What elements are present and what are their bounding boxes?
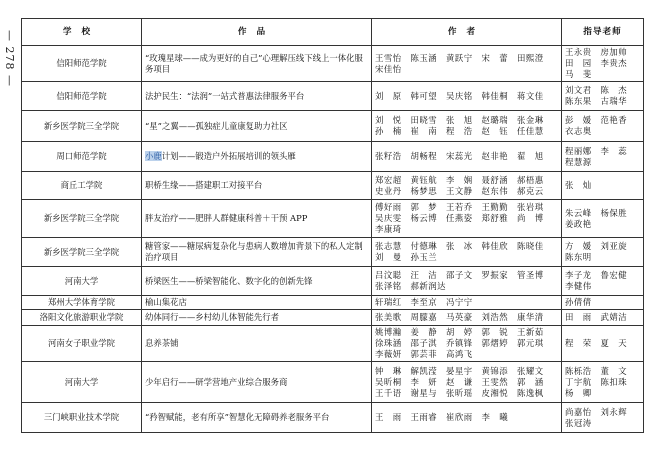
authors-cell [372, 296, 562, 310]
work-title: 计划——锻造户外拓展培训的领头雁 [161, 151, 296, 161]
teacher-line: 方 媛 刘亚旋 [565, 241, 628, 251]
teacher-line: 丁宇航 陈扣珠 [565, 376, 628, 387]
school-cell: 河南女子职业学院 [22, 326, 142, 362]
teacher-line: 刘文君 陈 杰 [565, 85, 628, 95]
teacher-line: 陈东明 [565, 252, 592, 262]
teachers-cell [562, 362, 644, 403]
teachers-cell [562, 142, 644, 172]
school-cell: 周口师范学院 [22, 142, 142, 172]
work-cell [142, 238, 372, 267]
teachers-cell [562, 296, 644, 310]
work-title: “玫瑰星球——成为更好的自己”心理解压线下线上一体化服务项目 [145, 52, 363, 74]
table-header-row [22, 19, 644, 46]
table-row [22, 82, 644, 111]
author-line: 王 雨 王雨睿 崔欣雨 李 曦 [375, 412, 509, 422]
header-teachers: 指导老师 [562, 19, 644, 46]
table-row [22, 310, 644, 326]
authors-cell [372, 172, 562, 200]
author-line: 李康琦 [375, 224, 402, 234]
school-cell: 信阳师范学院 [22, 46, 142, 82]
work-cell [142, 172, 372, 200]
author-line: 吴庆雯 杨云博 任燕姿 郑舒雅 尚 博 [375, 213, 544, 223]
author-line: 刘 曼 孙玉兰 [375, 252, 438, 262]
work-cell [142, 111, 372, 142]
school-cell: 新乡医学院三全学院 [22, 200, 142, 238]
authors-cell [372, 267, 562, 296]
work-cell [142, 46, 372, 82]
table-row [22, 238, 644, 267]
author-line: 刘 悦 田晓雪 张 旭 赵璐瑞 张金琳 [375, 115, 544, 125]
teacher-line: 王永贵 房加帅 [565, 47, 628, 57]
teachers-cell [562, 403, 644, 433]
teacher-line: 杨 卿 [565, 387, 592, 398]
school-cell: 三门峡职业技术学院 [22, 403, 142, 433]
table-row [22, 172, 644, 200]
school-cell: 洛阳文化旅游职业学院 [22, 310, 142, 326]
teachers-cell [562, 172, 644, 200]
table-row [22, 142, 644, 172]
teacher-line: 李子龙 鲁宏健 [565, 270, 628, 280]
authors-cell [372, 362, 562, 403]
award-table [21, 18, 644, 433]
teachers-cell [562, 111, 644, 142]
school-cell: 河南大学 [22, 362, 142, 403]
author-line: 张志慧 付德琳 张 冰 韩佳欣 陈晓佳 [375, 241, 544, 251]
header-authors: 作者 [372, 19, 562, 46]
work-cell [142, 142, 372, 172]
teacher-line: 孙倩倩 [565, 297, 592, 307]
work-title: 幼体同行——乡村幼儿体智能先行者 [145, 312, 279, 322]
work-title: 榆山集花店 [145, 297, 187, 307]
teacher-line: 马 斐 [565, 69, 592, 79]
authors-cell [372, 238, 562, 267]
teacher-line: 尚嘉怡 刘永辉 [565, 406, 628, 417]
teacher-line: 李健伟 [565, 281, 592, 291]
award-table-container [21, 18, 643, 433]
teacher-line: 张 灿 [565, 180, 592, 190]
teacher-line: 田 园 李贵杰 [565, 58, 628, 68]
school-cell: 郑州大学体育学院 [22, 296, 142, 310]
header-work: 作品 [142, 19, 372, 46]
authors-cell [372, 46, 562, 82]
teacher-line: 朱云峰 杨保胜 [565, 207, 628, 218]
work-cell [142, 310, 372, 326]
author-line: 李薇妍 郭芸菲 高鸿飞 [375, 349, 473, 359]
table-row [22, 46, 644, 82]
author-line: 郑宏超 黄钰航 李 娴 聂舒涵 郝梧惠 [375, 174, 544, 185]
school-cell: 新乡医学院三全学院 [22, 238, 142, 267]
work-cell [142, 82, 372, 111]
work-title: 少年启行——研学营地产业综合服务商 [145, 376, 288, 387]
author-line: 张泽铭 郝新润达 [375, 281, 446, 291]
author-line: 刘 原 韩可望 吴庆铭 韩佳桐 蒋文佳 [375, 90, 544, 101]
school-cell: 新乡医学院三全学院 [22, 111, 142, 142]
table-row [22, 200, 644, 238]
author-line: 张美歌 周朦嘉 马英豪 刘浩然 康华清 [375, 312, 544, 322]
teacher-line: 程 荣 夏 天 [565, 338, 628, 348]
page-margin [0, 0, 18, 473]
teacher-line: 程丽娜 李 蕊 [565, 145, 628, 156]
authors-cell [372, 403, 562, 433]
table-row [22, 267, 644, 296]
work-title: “矜智赋能，老有所享”智慧化无障碍养老服务平台 [145, 412, 330, 422]
author-line: 王雪怡 陈玉涵 黄跃宁 宋 蕾 田熙澄 [375, 52, 544, 63]
work-title: “星”之翼——孤独症儿童康复助力社区 [145, 120, 288, 131]
teacher-line: 彭 媛 范艳香 [565, 115, 628, 125]
teacher-line: 姜政艳 [565, 218, 592, 229]
table-row [22, 296, 644, 310]
teacher-line: 陈东果 古瑞华 [565, 96, 628, 106]
work-cell [142, 403, 372, 433]
work-title: 息养茶铺 [145, 338, 179, 348]
teacher-line: 张冠涛 [565, 417, 592, 428]
authors-cell [372, 200, 562, 238]
work-title: 职桥生缘——搭建职工对接平台 [145, 180, 263, 190]
authors-cell [372, 82, 562, 111]
author-line: 轩瑞红 李至京 冯宁宁 [375, 297, 473, 307]
author-line: 姚博瀚 姜 静 胡 婷 郭 锐 王新茹 [375, 327, 544, 337]
table-row [22, 403, 644, 433]
authors-cell [372, 326, 562, 362]
author-line: 孙 楠 崔 南 程 浩 赵 钰 任佳慧 [375, 126, 544, 136]
work-title: 胖友治疗——肥胖人群健康科普＋干预 APP [145, 213, 308, 223]
author-line: 王千语 谢星与 张昕瑶 皮湘悦 陈逸枫 [375, 387, 544, 398]
work-title: 桥梁医生——桥梁智能化、数字化的创新先锋 [145, 275, 313, 286]
work-title: 法护民生：“法润”一站式普惠法律服务平台 [145, 90, 305, 101]
school-cell: 信阳师范学院 [22, 82, 142, 111]
work-cell [142, 296, 372, 310]
work-cell [142, 200, 372, 238]
author-line: 宋佳怡 [375, 63, 402, 74]
table-body [22, 46, 644, 433]
header-school: 学校 [22, 19, 142, 46]
work-cell [142, 362, 372, 403]
author-line: 徐珠涵 邵子淇 乔镇锋 郭熠婷 郭元琪 [375, 338, 544, 348]
authors-cell [372, 310, 562, 326]
author-line: 钟 琳 解凯滢 晏星宇 黄锦添 张耀文 [375, 365, 544, 376]
teacher-line: 田 雨 武婧洁 [565, 312, 628, 322]
table-row [22, 326, 644, 362]
teacher-line: 程慧源 [565, 156, 592, 167]
author-line: 吕汶聪 汪 洁 邵子文 罗振家 管圣博 [375, 270, 544, 280]
authors-cell [372, 111, 562, 142]
author-line: 傅好雨 郭 梦 王若乔 王勤勤 张岩琪 [375, 202, 544, 212]
teachers-cell [562, 310, 644, 326]
table-row [22, 362, 644, 403]
author-line: 张籽浩 胡畅程 宋蕊光 赵非艳 翟 旭 [375, 151, 544, 161]
teachers-cell [562, 238, 644, 267]
teacher-line: 衣志奥 [565, 126, 592, 136]
school-cell: 河南大学 [22, 267, 142, 296]
authors-cell [372, 142, 562, 172]
work-title: 糖管家——糖尿病复杂化与患病人数增加背景下的私人定制治疗项目 [145, 241, 363, 262]
teachers-cell [562, 46, 644, 82]
teachers-cell [562, 326, 644, 362]
work-cell [142, 267, 372, 296]
school-cell: 商丘工学院 [22, 172, 142, 200]
table-row [22, 111, 644, 142]
highlighted-text: 小鹿 [145, 151, 162, 161]
page-number: — 278 — [3, 30, 16, 87]
author-line: 吴昕桐 李 妍 赵 谦 王雯然 郭 涵 [375, 376, 544, 387]
teachers-cell [562, 82, 644, 111]
author-line: 史业丹 杨梦思 王文静 赵东伟 郝克云 [375, 185, 544, 196]
teachers-cell [562, 267, 644, 296]
teacher-line: 陈栎浩 董 文 [565, 365, 628, 376]
teachers-cell [562, 200, 644, 238]
work-cell [142, 326, 372, 362]
